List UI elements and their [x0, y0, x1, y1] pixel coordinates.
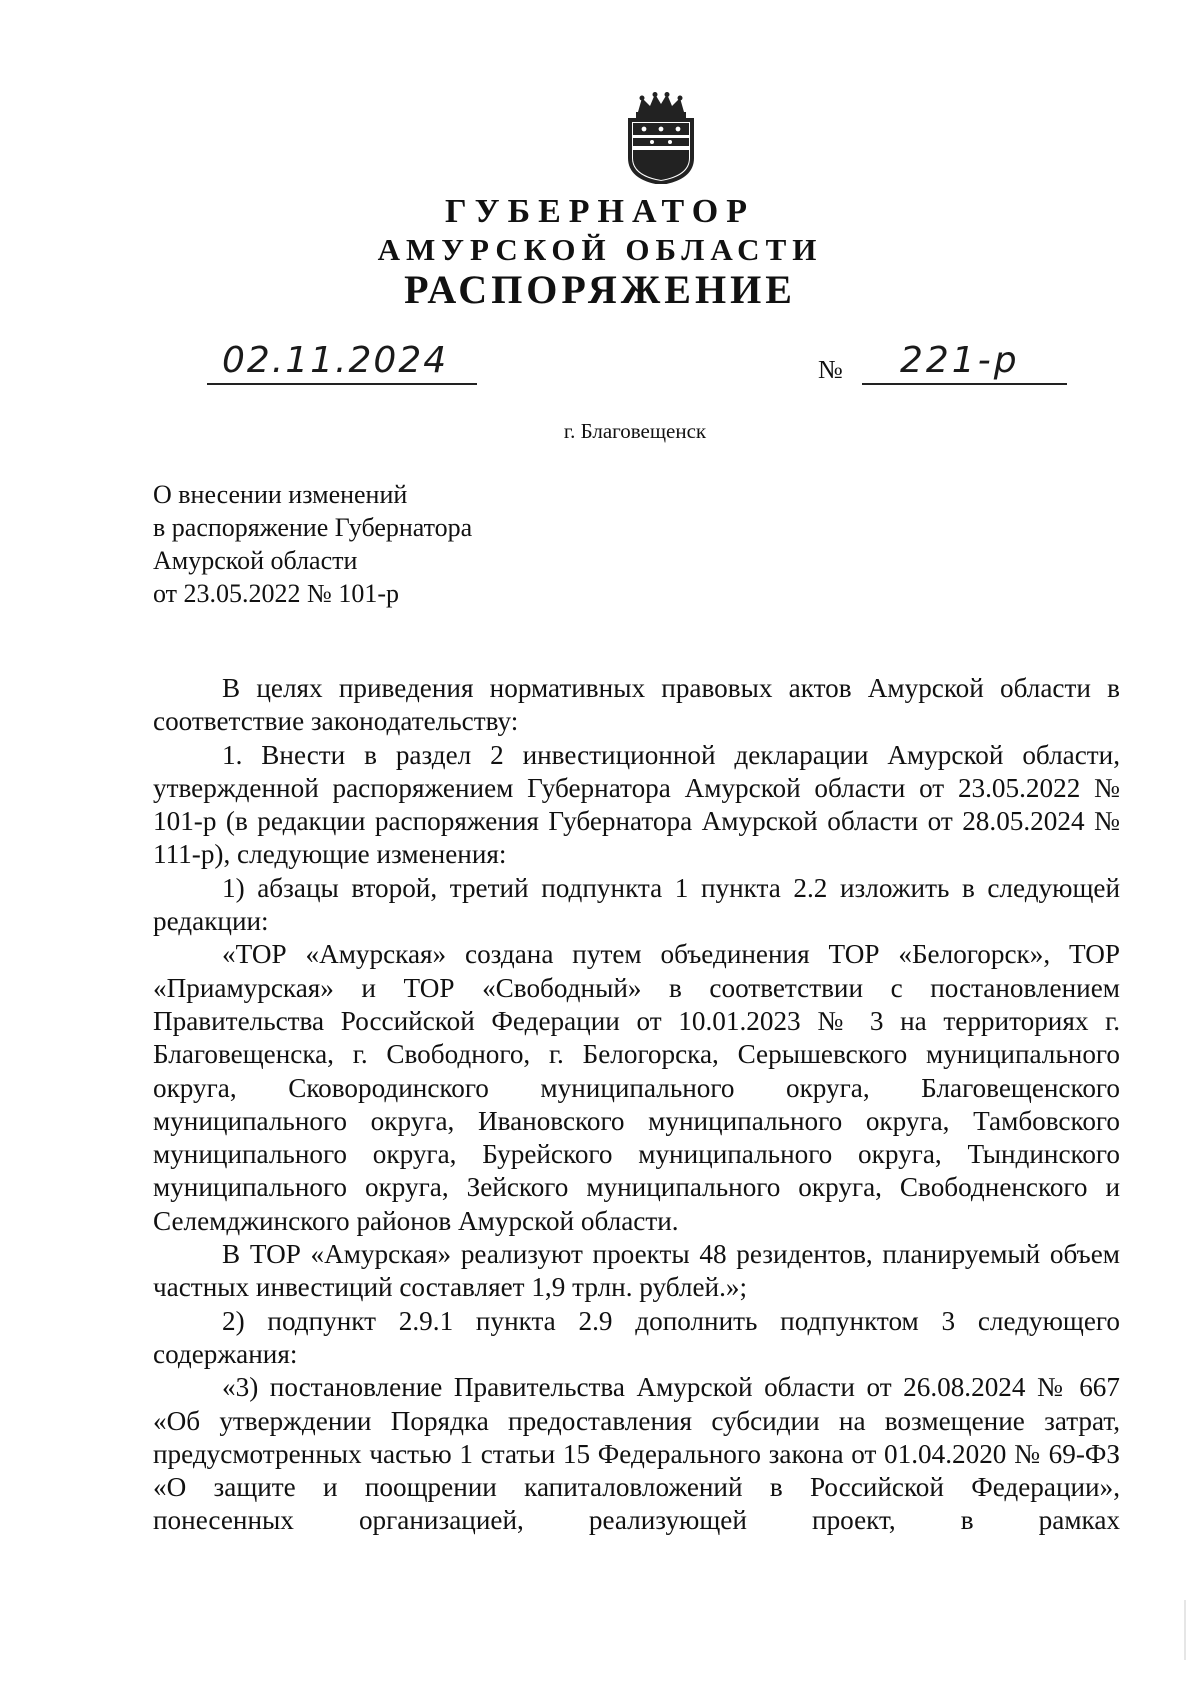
coat-of-arms-emblem: [622, 92, 700, 184]
issuer-region: АМУРСКОЙ ОБЛАСТИ: [377, 232, 823, 267]
body-paragraph: В ТОР «Амурская» реализуют проекты 48 резидентов, планируемый объем частных инвестиций составляет 1,9 трлн. рублей.»;: [153, 1239, 1120, 1303]
body-paragraph: 2) подпункт 2.9.1 пункта 2.9 дополнить подпунктом 3 следующего содержания:: [153, 1305, 1120, 1369]
body-paragraph: 1. Внести в раздел 2 инвестиционной декларации Амурской области, утвержденной распоряжением Губернатора Амурской области от 23.05.2022 № 101-р (в редакции распоряжения Губернатора Амурской области от 28.05.2024 № 111-р), следующие изменения:: [153, 739, 1120, 870]
document-type: РАСПОРЯЖЕНИЕ: [404, 267, 796, 312]
body-paragraph: «3) постановление Правительства Амурской области от 26.08.2024 № 667 «Об утверждении Порядка предоставления субсидии на возмещение затрат, предусмотренных частью 1 статьи 15 Федерального закона от 01.04.2020 № 69-ФЗ «О защите и поощрении капиталовложений в Российской Федерации», понесенных организацией, реализующей проект, в рамках: [153, 1372, 1120, 1536]
subject-line: О внесении изменений: [153, 480, 408, 509]
body-paragraph: 1) абзацы второй, третий подпункта 1 пункта 2.2 изложить в следующей редакции:: [153, 872, 1120, 937]
city-label: г. Благовещенск: [563, 419, 707, 443]
document-body: [153, 672, 1120, 1538]
handwritten-number: 221-р: [900, 340, 1020, 381]
document-subject: [153, 478, 472, 610]
subject-line: от 23.05.2022 № 101-р: [153, 579, 399, 608]
subject-line: в распоряжение Губернатора: [153, 513, 473, 542]
date-underline: [207, 383, 477, 385]
issuer-title: ГУБЕРНАТОР: [445, 193, 755, 230]
number-underline: [862, 383, 1067, 385]
subject-line: Амурской области: [153, 546, 358, 575]
number-sign: №: [818, 355, 843, 384]
handwritten-date: 02.11.2024: [222, 340, 449, 381]
body-paragraph: В целях приведения нормативных правовых актов Амурской области в соответствие законодательству:: [153, 673, 1120, 737]
scan-edge-mark: [1184, 1600, 1186, 1660]
body-paragraph: «ТОР «Амурская» создана путем объединения ТОР «Белогорск», ТОР «Приамурская» и ТОР «Свободный» в соответствии с постановлением Правительства Российской Федерации от 10.01.2023 № 3 на территориях г. Благовещенска, г. Свободного, г. Белогорска, Серышевского муниципального округа, Сковородинского муниципального округа, Благовещенского муниципального округа, Ивановского муниципального округа, Тамбовского муниципального округа, Бурейского муниципального округа, Тындинского муниципального округа, Зейского муниципального округа, Свободненского и Селемджинского районов Амурской области.: [153, 939, 1120, 1236]
